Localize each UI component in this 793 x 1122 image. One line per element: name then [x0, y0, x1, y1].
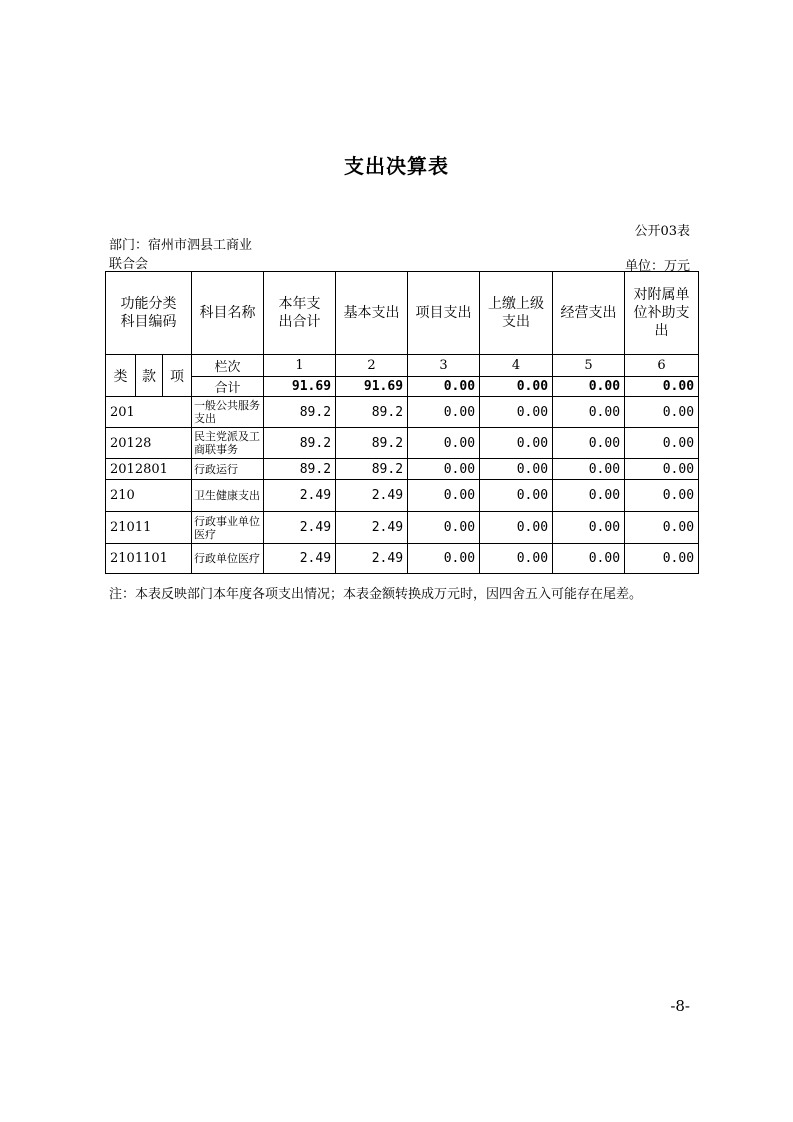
row-value: 0.00: [408, 428, 480, 459]
header-kuan: 款: [136, 355, 163, 397]
row-value: 0.00: [625, 428, 699, 459]
header-subsidiary: 对附属单位补助支出: [625, 272, 699, 355]
header-total: 本年支出合计: [264, 272, 336, 355]
header-project: 项目支出: [408, 272, 480, 355]
row-value: 0.00: [625, 459, 699, 480]
row-value: 0.00: [408, 397, 480, 428]
row-value: 89.2: [336, 459, 408, 480]
page-title: 支出决算表: [344, 154, 449, 178]
header-lei: 类: [106, 355, 136, 397]
row-name: 卫生健康支出: [192, 480, 264, 512]
row-code: 21011: [106, 512, 192, 544]
header-xiang: 项: [163, 355, 192, 397]
row-value: 0.00: [553, 544, 625, 574]
row-value: 0.00: [625, 480, 699, 512]
row-value: 0.00: [480, 544, 553, 574]
row-value: 0.00: [625, 544, 699, 574]
header-code: 功能分类科目编码: [106, 272, 192, 355]
row-value: 0.00: [480, 512, 553, 544]
row-value: 0.00: [553, 480, 625, 512]
row-name: 行政事业单位医疗: [192, 512, 264, 544]
row-value: 0.00: [408, 480, 480, 512]
unit-label: 单位：万元: [624, 259, 690, 274]
row-value: 89.2: [264, 459, 336, 480]
page-number: -8-: [670, 997, 690, 1015]
row-code: 210: [106, 480, 192, 512]
footnote: 注：本表反映部门本年度各项支出情况；本表金额转换成万元时，因四舍五入可能存在尾差。: [109, 587, 643, 602]
table-row: [106, 480, 699, 512]
row-value: 0.00: [625, 397, 699, 428]
total-cell: 0.00: [408, 377, 480, 397]
row-value: 0.00: [553, 397, 625, 428]
department-line-2: 联合会: [109, 257, 149, 272]
row-code: 20128: [106, 428, 192, 459]
total-cell: 91.69: [264, 377, 336, 397]
row-value: 0.00: [408, 544, 480, 574]
total-row: [106, 377, 699, 397]
row-value: 0.00: [480, 459, 553, 480]
row-value: 2.49: [264, 544, 336, 574]
row-value: 89.2: [336, 428, 408, 459]
total-cell: 0.00: [553, 377, 625, 397]
header-row: [106, 272, 699, 355]
row-value: 0.00: [480, 480, 553, 512]
row-value: 2.49: [264, 512, 336, 544]
row-value: 0.00: [408, 459, 480, 480]
col-num-4: 4: [480, 355, 553, 377]
row-value: 0.00: [408, 512, 480, 544]
row-code: 201: [106, 397, 192, 428]
row-value: 0.00: [480, 397, 553, 428]
table-row: [106, 428, 699, 459]
row-value: 0.00: [625, 512, 699, 544]
row-name: 民主党派及工商联事务: [192, 428, 264, 459]
table-body: [106, 272, 699, 574]
row-value: 89.2: [264, 428, 336, 459]
row-name: 一般公共服务支出: [192, 397, 264, 428]
col-num-1: 1: [264, 355, 336, 377]
header-superior: 上缴上级支出: [480, 272, 553, 355]
row-name: 行政单位医疗: [192, 544, 264, 574]
header-lanci: 栏次: [192, 355, 264, 377]
total-cell: 0.00: [625, 377, 699, 397]
row-value: 89.2: [336, 397, 408, 428]
row-value: 89.2: [264, 397, 336, 428]
row-value: 0.00: [553, 459, 625, 480]
row-value: 2.49: [336, 480, 408, 512]
col-num-2: 2: [336, 355, 408, 377]
header-name: 科目名称: [192, 272, 264, 355]
row-name: 行政运行: [192, 459, 264, 480]
table-row: [106, 544, 699, 574]
header-business: 经营支出: [553, 272, 625, 355]
col-num-3: 3: [408, 355, 480, 377]
row-value: 0.00: [553, 512, 625, 544]
expenditure-table: [105, 271, 699, 574]
table-row: [106, 512, 699, 544]
table-row: [106, 397, 699, 428]
form-number: 公开03表: [634, 224, 690, 239]
total-cell: 0.00: [480, 377, 553, 397]
column-number-row: [106, 355, 699, 377]
row-code: 2012801: [106, 459, 192, 480]
col-num-5: 5: [553, 355, 625, 377]
table-row: [106, 459, 699, 480]
col-num-6: 6: [625, 355, 699, 377]
total-cell: 91.69: [336, 377, 408, 397]
department-label: [109, 236, 252, 274]
row-value: 2.49: [336, 544, 408, 574]
row-value: 2.49: [336, 512, 408, 544]
row-value: 0.00: [553, 428, 625, 459]
row-value: 2.49: [264, 480, 336, 512]
row-value: 0.00: [480, 428, 553, 459]
header-basic: 基本支出: [336, 272, 408, 355]
row-code: 2101101: [106, 544, 192, 574]
department-line-1: 部门：宿州市泗县工商业: [109, 238, 253, 253]
total-label: 合计: [192, 377, 264, 397]
